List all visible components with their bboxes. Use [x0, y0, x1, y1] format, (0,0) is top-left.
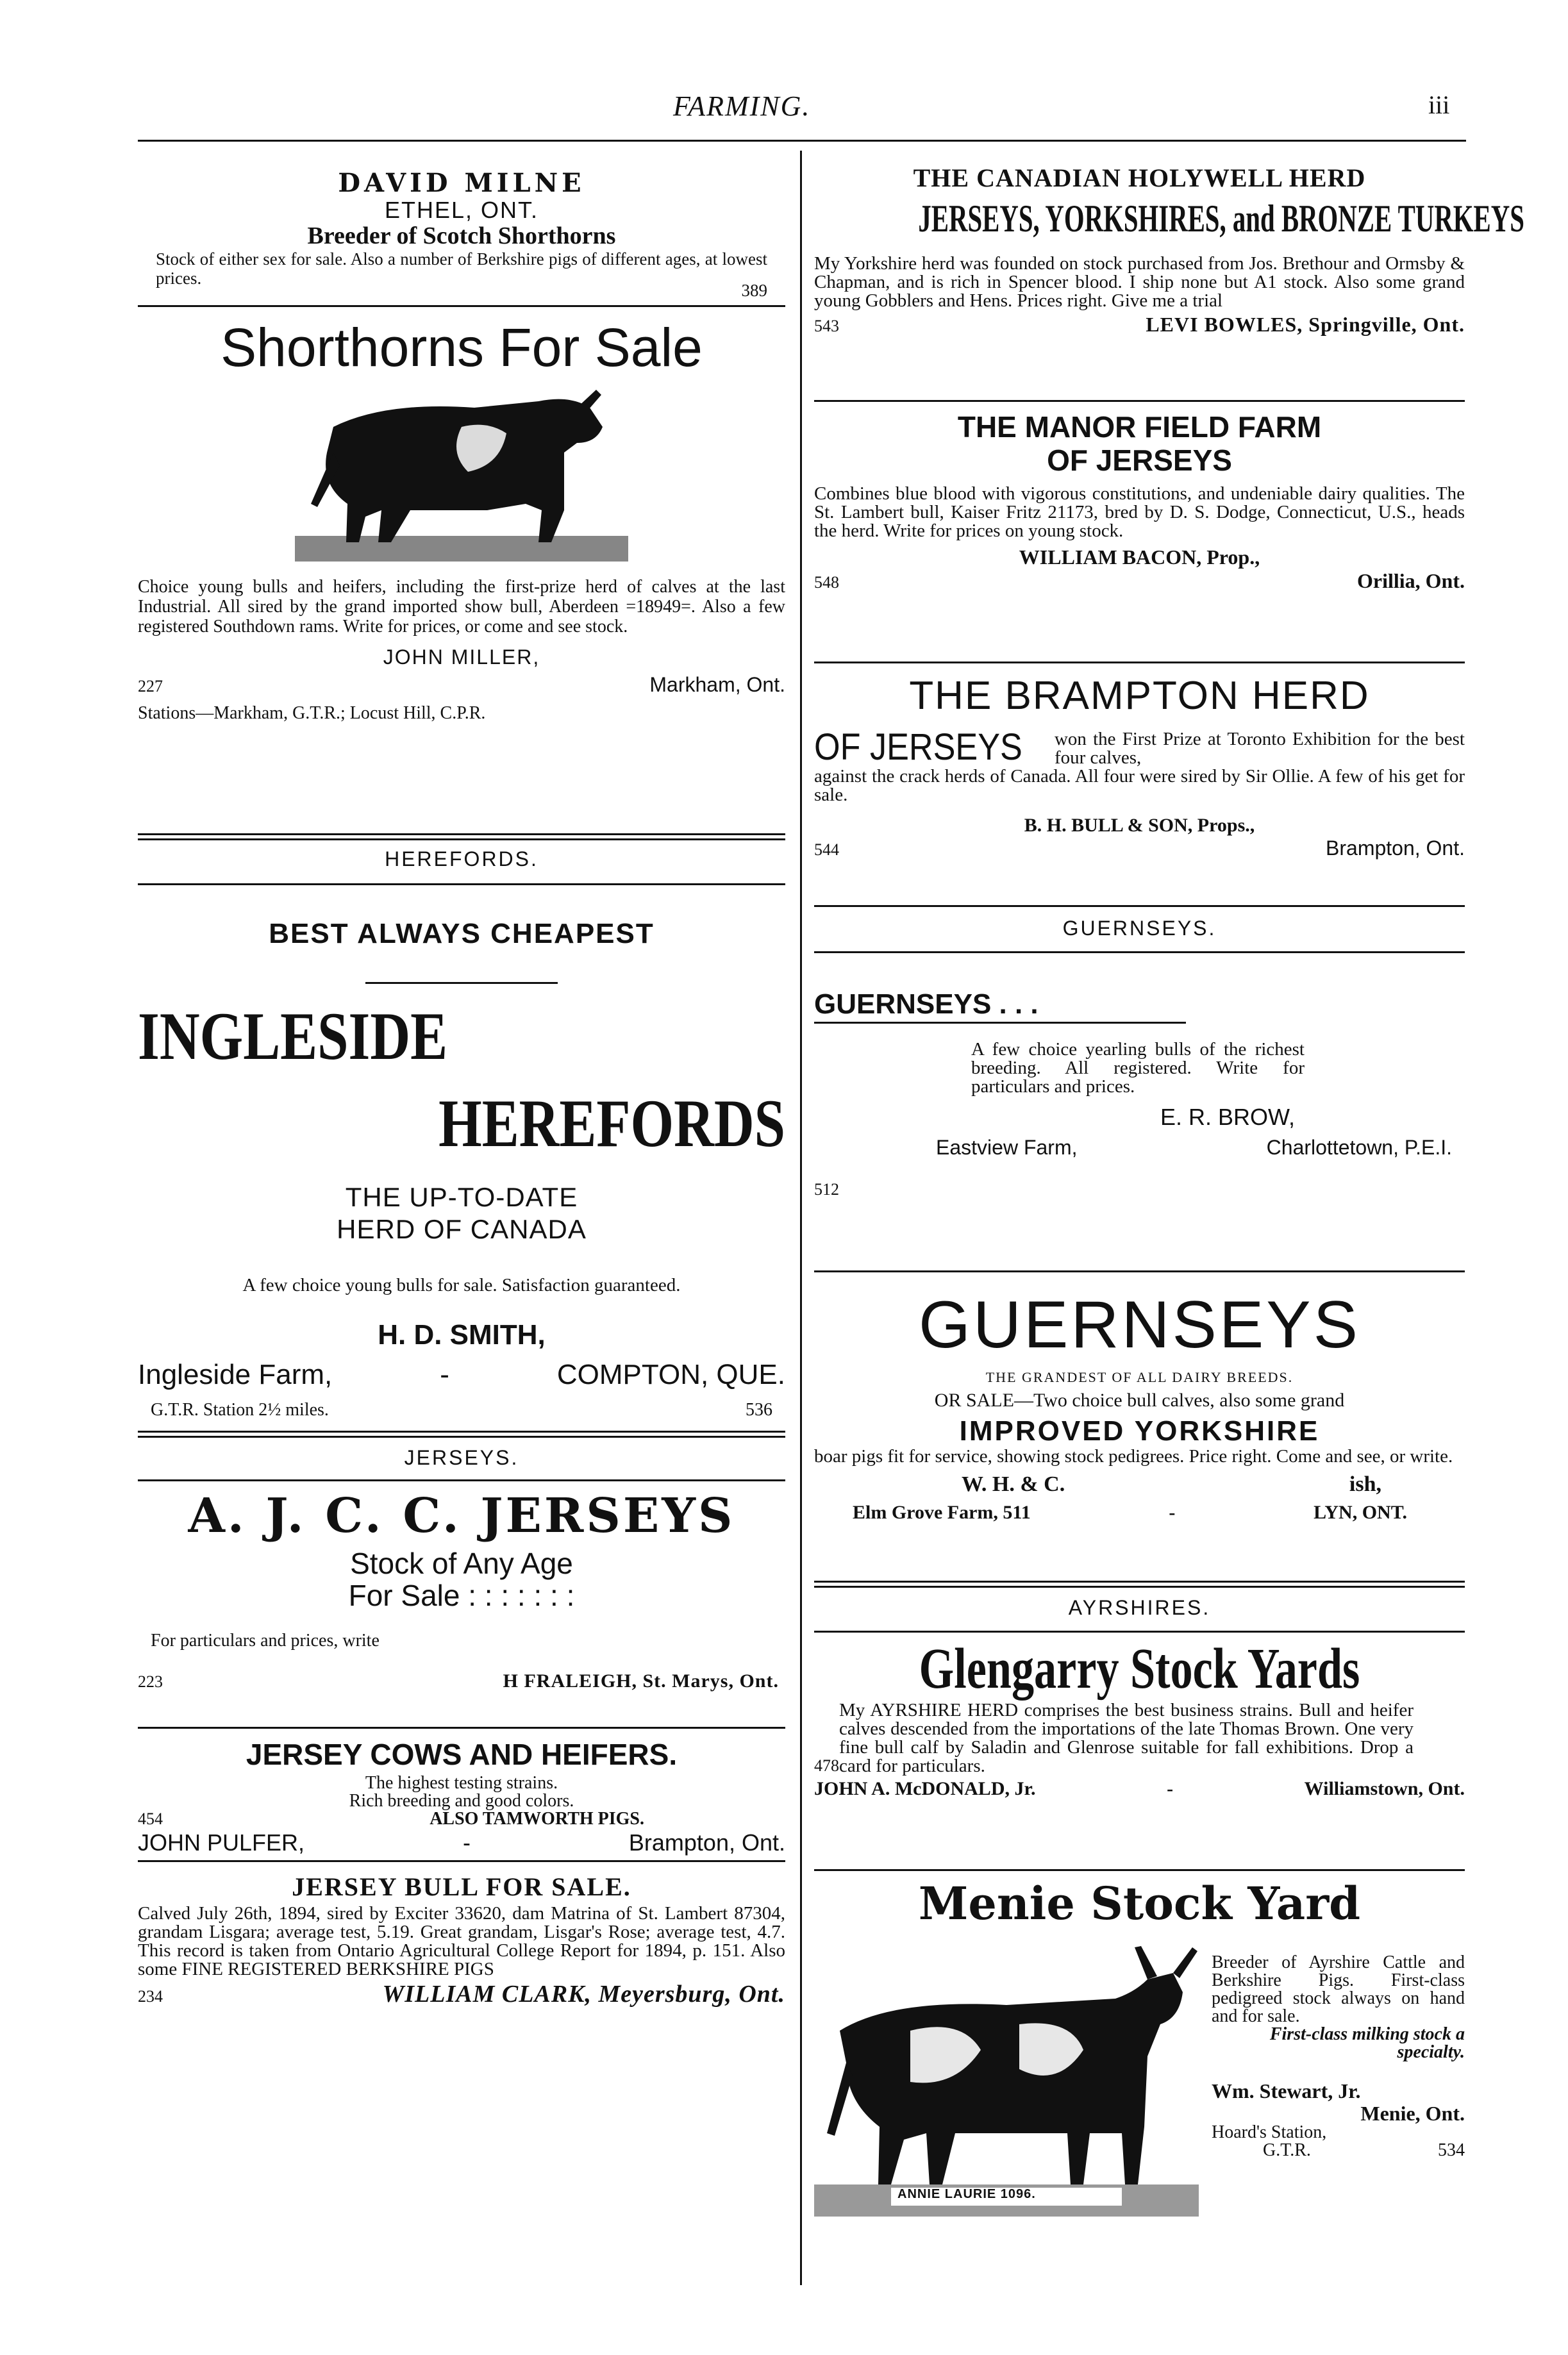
ad-number: 227 [138, 677, 163, 695]
ad-number: 548 [814, 573, 839, 592]
ad-subtitle-line2: HERD OF CANADA [337, 1214, 587, 1244]
ad-title-line2: OF JERSEYS [1047, 444, 1232, 477]
ad-italic-note: First-class milking stock a specialty. [1269, 2024, 1465, 2062]
rule [814, 905, 1465, 907]
ad-advertiser: Wm. Stewart, Jr. [1212, 2079, 1361, 2102]
ad-text: boar pigs fit for service, showing stock pedigrees. Price right. Come and see, or write. [814, 1446, 1453, 1467]
ad-dash: - [1169, 1502, 1176, 1523]
ad-title: THE CANADIAN HOLYWELL HERD [913, 163, 1366, 192]
ad-advertiser: H. D. SMITH, [378, 1319, 546, 1351]
ad-title: JERSEY COWS AND HEIFERS. [246, 1738, 678, 1771]
rule [814, 662, 1465, 663]
ad-text: My AYRSHIRE HERD comprises the best business strains. Bull and heifer calves descended from the importations of the late Thomas Brown. One very fine bull calf by Saladin and Glenrose suitable for fall exhibitions. Drop a card for particulars. [839, 1700, 1414, 1776]
ad-lead: OF JERSEYS [814, 726, 1022, 768]
ad-station: G.T.R. Station 2½ miles. [151, 1400, 329, 1420]
rule [814, 1270, 1465, 1272]
image-caption: ANNIE LAURIE 1096. [897, 2187, 1036, 2201]
ad-number: 544 [814, 840, 839, 859]
ad-dash: - [462, 1829, 471, 1856]
rule [814, 400, 1465, 402]
ad-text: My Yorkshire herd was founded on stock purchased from Jos. Brethour and Ormsby & Chapman, and is rich in Spencer blood. I ship none but A1 stock. Also some grand young Gobblers and Hens. Prices right. Give me a trial [814, 253, 1465, 311]
ad-advertiser: WILLIAM BACON, Prop., [1019, 545, 1260, 569]
ad-title: DAVID MILNE [338, 168, 585, 198]
ayrshire-cow-illustration [814, 1941, 1199, 2223]
ad-location: LYN, ONT. [1314, 1502, 1407, 1523]
ad-text-part1: won the First Prize at Toronto Exhibition for the best four calves, [1054, 729, 1465, 768]
header-rule [138, 140, 1466, 142]
ad-location: Brampton, Ont. [628, 1829, 785, 1856]
ad-guernseys-brow [814, 988, 1465, 1199]
ad-subtitle-line1: THE UP-TO-DATE [345, 1182, 578, 1212]
ad-location: COMPTON, QUE. [556, 1359, 785, 1390]
ad-subtitle-line1: Stock of Any Age [350, 1547, 573, 1580]
ad-ingleside-herefords [138, 918, 785, 1420]
page-running-title: FARMING. [673, 90, 811, 122]
ad-location: Markham, Ont. [649, 673, 785, 696]
ad-location: Brampton, Ont. [1326, 836, 1465, 860]
ad-farm: Ingleside Farm, [138, 1359, 333, 1390]
rule [138, 1727, 785, 1729]
rule [814, 951, 1465, 953]
ad-title: Glengarry Stock Yards [919, 1637, 1360, 1701]
column-divider [800, 151, 802, 2285]
ad-advertiser: LEVI BOWLES, Springville, Ont. [1146, 313, 1465, 336]
ad-line: OR SALE—Two choice bull calves, also some grand [934, 1390, 1345, 1411]
rule [814, 1631, 1465, 1633]
section-rule [138, 1431, 785, 1438]
ad-david-milne [138, 168, 785, 300]
ad-number: 234 [138, 1987, 163, 2006]
shorthorn-bull-illustration [295, 382, 628, 568]
ad-text: For particulars and prices, write [151, 1631, 379, 1651]
ad-title: A. J. C. C. JERSEYS [188, 1488, 735, 1544]
section-rule [138, 833, 785, 840]
ad-line3: ALSO TAMWORTH PIGS. [430, 1809, 644, 1829]
ad-location: Charlottetown, P.E.I. [1266, 1136, 1452, 1159]
ad-title: GUERNSEYS . . . [814, 988, 1038, 1020]
ad-shorthorns-for-sale [138, 317, 785, 724]
ad-advertiser: WILLIAM CLARK, Meyersburg, Ont. [382, 1981, 785, 2008]
ad-number: 223 [138, 1672, 163, 1691]
ad-title: JERSEY BULL FOR SALE. [292, 1872, 631, 1901]
ad-location: Williamstown, Ont. [1304, 1778, 1465, 1799]
ad-farm: Eastview Farm, [936, 1136, 1078, 1159]
section-rule [814, 1581, 1465, 1588]
ad-brampton-herd [814, 673, 1465, 860]
ad-advertiser: JOHN PULFER, [138, 1829, 305, 1856]
ad-advertiser: H FRALEIGH, St. Marys, Ont. [503, 1670, 779, 1692]
ad-tagline: Breeder of Scotch Shorthorns [307, 222, 616, 249]
ad-number: 389 [741, 281, 767, 300]
ad-text-part2: against the crack herds of Canada. All four were sired by Sir Ollie. A few of his get for sale. [814, 766, 1465, 805]
ad-canadian-holywell-herd [814, 163, 1524, 337]
ad-location: Orillia, Ont. [1357, 569, 1465, 592]
ad-text: A few choice young bulls for sale. Satisfaction guaranteed. [242, 1275, 681, 1295]
ad-text: Breeder of Ayrshire Cattle and Berkshire Pigs. First-class pedigreed stock always on hand and for sale. [1212, 1952, 1465, 2026]
ad-dash: - [1167, 1778, 1174, 1799]
ad-line1: The highest testing strains. [365, 1773, 558, 1793]
ad-menie-stock-yard [814, 1878, 1465, 2223]
ad-location: ETHEL, ONT. [384, 197, 539, 223]
ad-advertiser: E. R. BROW, [1160, 1104, 1296, 1130]
ad-subtitle-line2: For Sale : : : : : : : [348, 1579, 575, 1612]
ad-jersey-bull-for-sale [138, 1872, 785, 2008]
rule [365, 982, 558, 984]
ad-text: Stock of either sex for sale. Also a number of Berkshire pigs of different ages, at lowest prices. [156, 249, 767, 288]
rule [138, 305, 785, 307]
ad-line2: Rich breeding and good colors. [349, 1791, 574, 1811]
ad-glengarry-stock-yards [814, 1637, 1465, 1800]
ad-number: 543 [814, 317, 839, 335]
ad-station-line1: Hoard's Station, [1212, 2122, 1327, 2142]
ad-station-line2: G.T.R. [1263, 2140, 1311, 2160]
ad-advertiser-part2: ish, [1349, 1472, 1381, 1496]
ad-ajcc-jerseys [138, 1488, 785, 1692]
ad-text: Combines blue blood with vigorous constitutions, and undeniable dairy qualities. The St. Lambert bull, Kaiser Fritz 21173, bred by D. S. Dodge, Connecticut, U.S., heads the herd. Write for prices on young stock. [814, 483, 1465, 541]
section-heading-ayrshires: AYRSHIRES. [1068, 1596, 1211, 1619]
rule [138, 883, 785, 885]
ad-text: Choice young bulls and heifers, including the first-prize herd of calves at the last Industrial. All sired by the grand imported show bull, Aberdeen =18949=. Also a few registered Southdown rams. Write for prices, or come and see stock. [138, 577, 785, 637]
ad-text: A few choice yearling bulls of the richest breeding. All registered. Write for particulars and prices. [971, 1039, 1305, 1097]
ad-title-line1: INGLESIDE [138, 999, 448, 1074]
ad-advertiser: JOHN MILLER, [383, 645, 540, 669]
ad-title: Menie Stock Yard [918, 1877, 1361, 1930]
ad-title: THE BRAMPTON HERD [909, 674, 1370, 718]
ad-subtitle: THE GRANDEST OF ALL DAIRY BREEDS. [985, 1369, 1294, 1385]
ad-improved: IMPROVED YORKSHIRE [959, 1415, 1320, 1447]
rule [138, 1479, 785, 1481]
ad-title-line1: THE MANOR FIELD FARM [957, 410, 1322, 444]
rule [138, 1860, 785, 1862]
ad-jersey-cows-and-heifers [138, 1737, 785, 1856]
ad-title: GUERNSEYS [918, 1288, 1361, 1362]
section-heading-herefords: HEREFORDS. [385, 847, 538, 870]
ad-number: 534 [1438, 2140, 1465, 2160]
ad-location: Menie, Ont. [1360, 2102, 1465, 2125]
ad-number: 478 [814, 1756, 839, 1775]
ad-number: 512 [814, 1180, 839, 1199]
ad-manor-field-farm [814, 410, 1465, 593]
ad-dash: - [440, 1359, 449, 1390]
ad-farm: Elm Grove Farm, 511 [853, 1502, 1031, 1523]
ad-number: 454 [138, 1810, 163, 1828]
ad-guernseys-improved-yorkshire [814, 1290, 1465, 1524]
ad-advertiser: JOHN A. McDONALD, Jr. [814, 1778, 1036, 1799]
ad-title-line2: HEREFORDS [438, 1086, 785, 1161]
section-heading-guernseys: GUERNSEYS. [1062, 917, 1217, 940]
rule [814, 1022, 1186, 1024]
ad-number: 536 [746, 1400, 772, 1420]
section-heading-jerseys: JERSEYS. [404, 1446, 519, 1469]
ad-advertiser: B. H. BULL & SON, Props., [1024, 815, 1255, 836]
ad-slogan: BEST ALWAYS CHEAPEST [269, 918, 655, 949]
ad-subtitle: JERSEYS, YORKSHIRES, and BRONZE TURKEYS [918, 197, 1524, 240]
ad-text: Calved July 26th, 1894, sired by Exciter 33620, dam Matrina of St. Lambert 87304, grandam Lisgara; average test, 5.19. Great grandam, Lisgar's Rose; average test, 4.7. This record is taken from Ontario Agricultural College Report for 1894, p. 151. Also some FINE REGISTERED BERKSHIRE PIGS [138, 1903, 785, 1979]
page-number: iii [1428, 90, 1450, 119]
ad-title: Shorthorns For Sale [221, 317, 703, 378]
ad-stations: Stations—Markham, G.T.R.; Locust Hill, C.P.R. [138, 703, 486, 723]
ad-advertiser-part1: W. H. & C. [962, 1472, 1065, 1496]
rule [814, 1869, 1465, 1871]
